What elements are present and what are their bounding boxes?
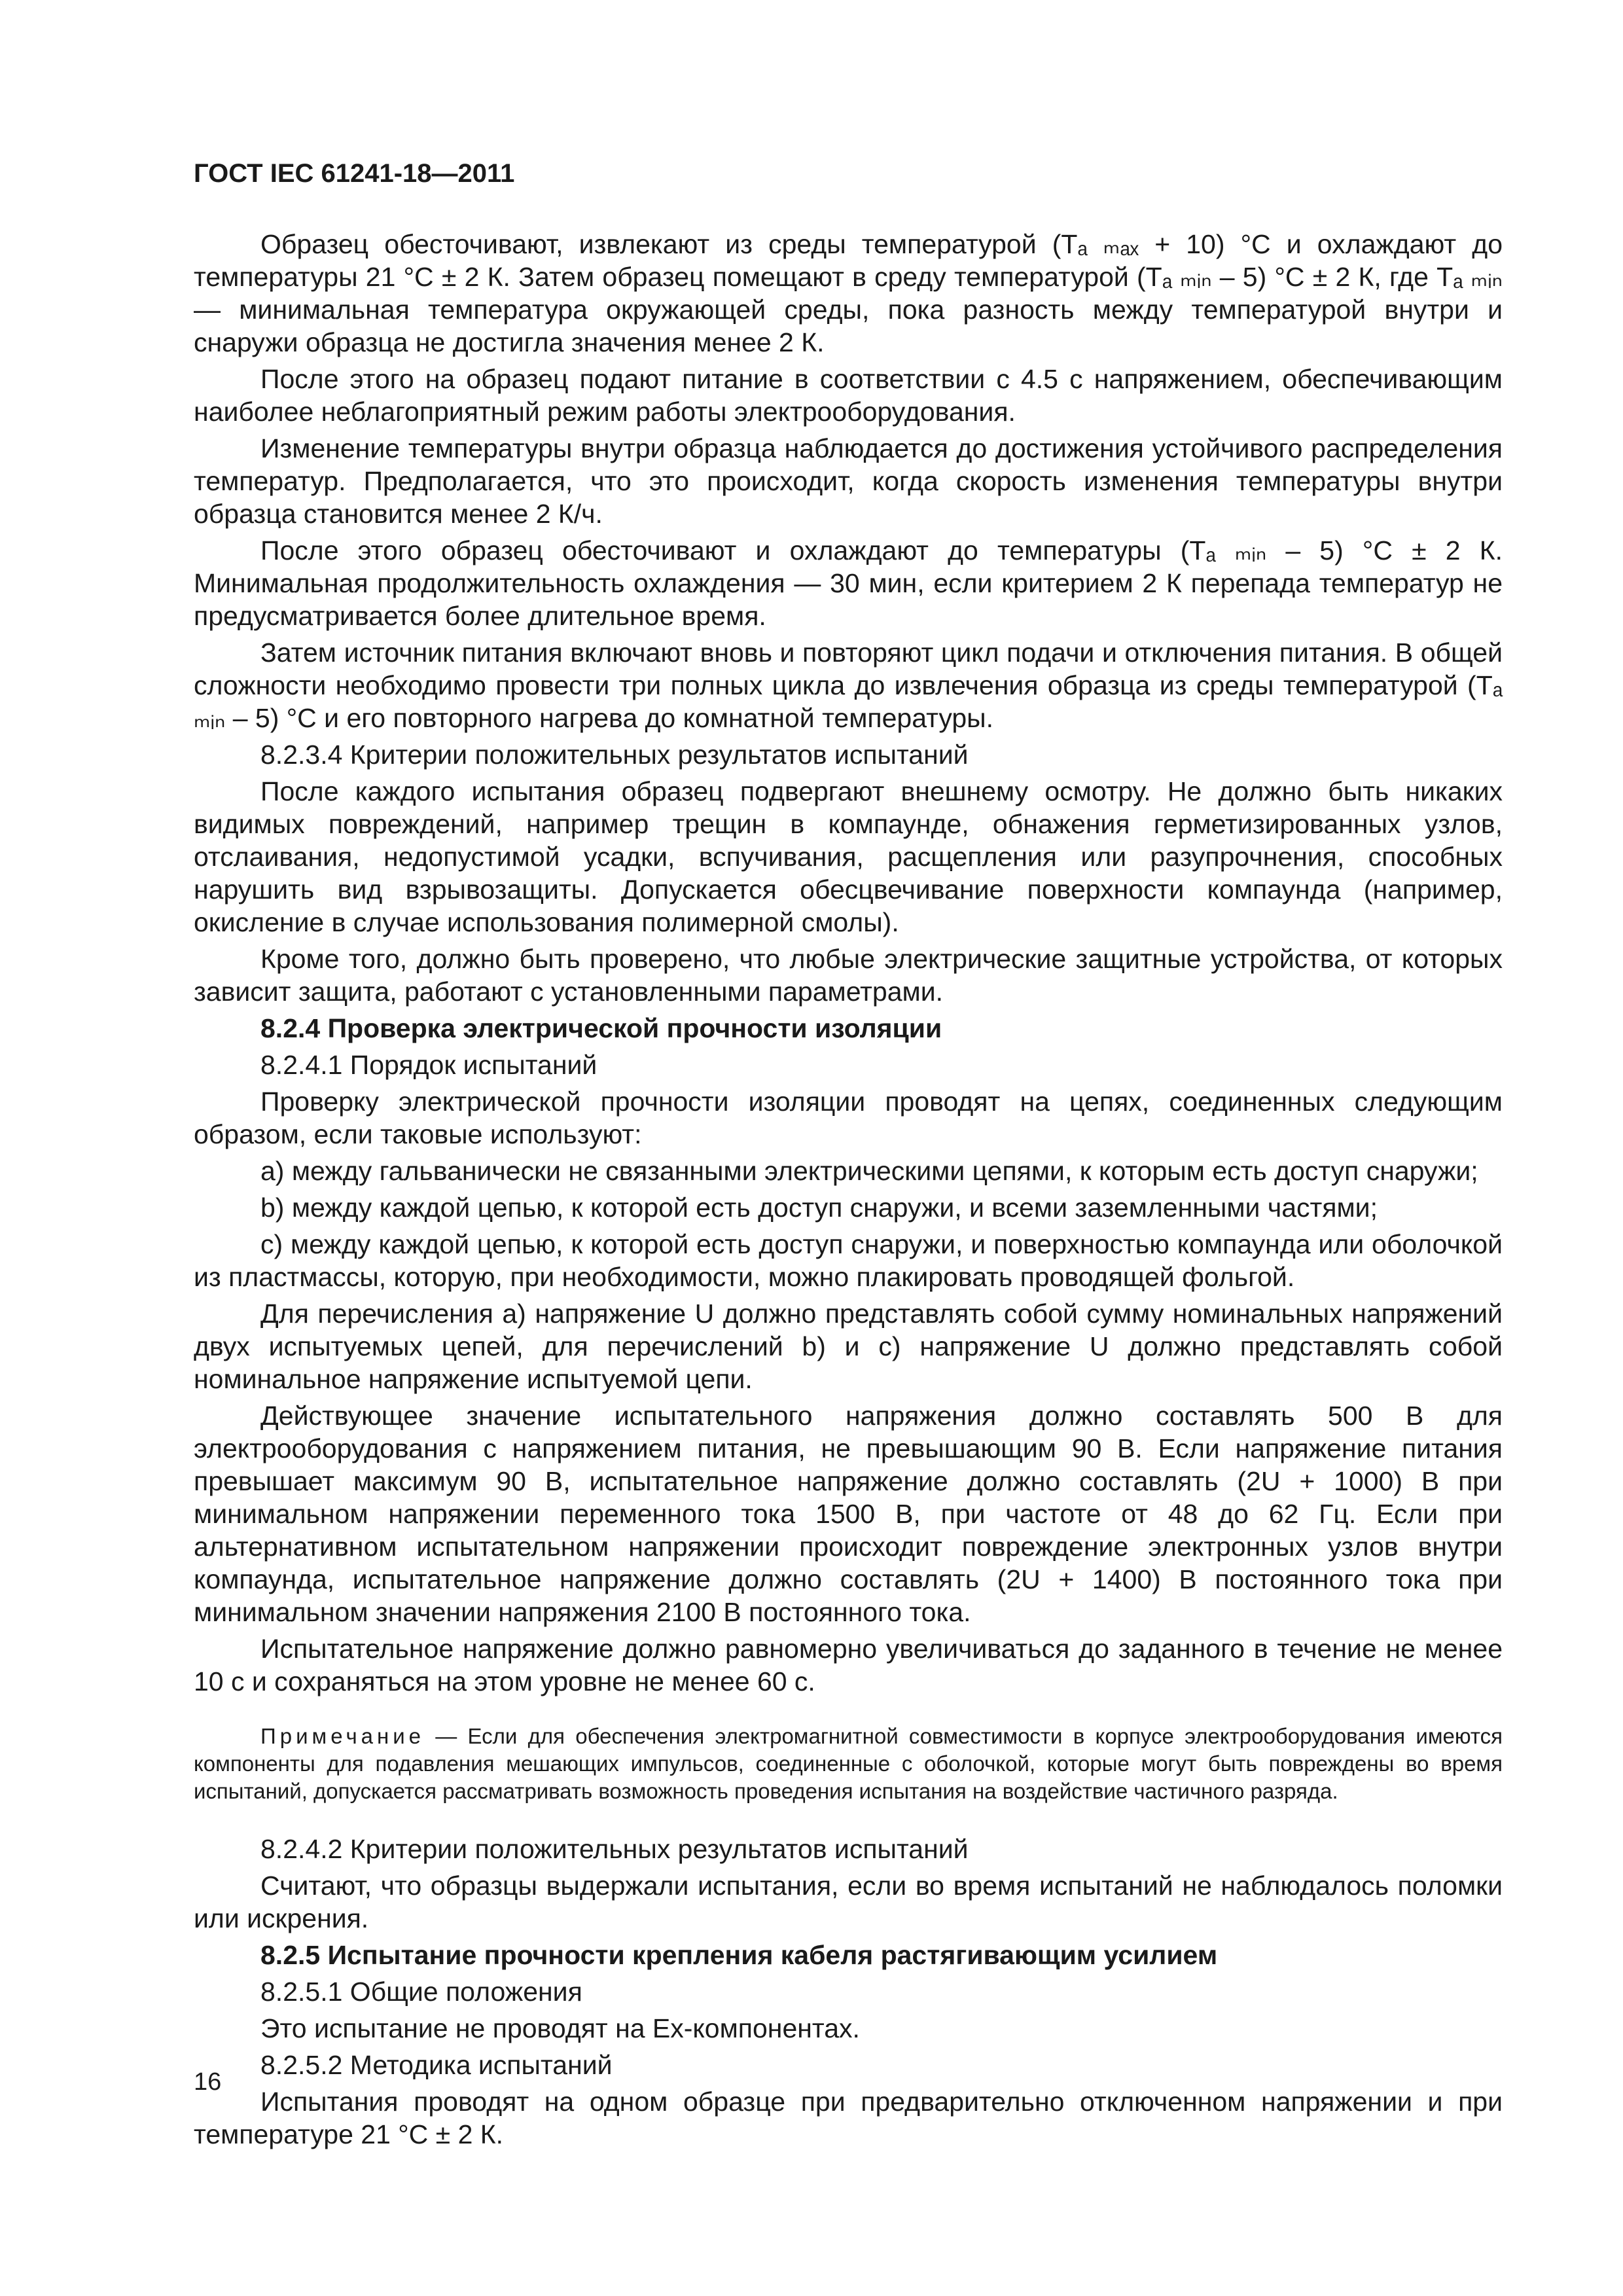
- paragraph: Образец обесточивают, извлекают из среды температурой (Tₐ ₘₐₓ + 10) °С и охлаждают до температуры 21 °С ± 2 К. Затем образец помещают в среду температурой (Tₐ ₘᵢₙ – 5) °С ± 2 К, где Tₐ ₘᵢₙ — минимальная температура окружающей среды, пока разность между температурой внутри и снаружи образца не достигла значения менее 2 К.: [194, 229, 1503, 357]
- list-item: a) между гальванически не связанными электрическими цепями, к которым есть доступ снаружи;: [260, 1156, 1478, 1186]
- list-item: c) между каждой цепью, к которой есть доступ снаружи, и поверхностью компаунда или оболочкой из пластмассы, которую, при необходимости, можно плакировать проводящей фольгой.: [194, 1229, 1503, 1292]
- paragraph: Действующее значение испытательного напряжения должно составлять 500 В для электрооборудования с напряжением питания, не превышающим 90 В. Если напряжение питания превышает максимум 90 В, испытательное напряжение должно составлять (2U + 1000) В при минимальном напряжении переменного тока 1500 В, при частоте от 48 до 62 Гц. Если при альтернативном испытательном напряжении происходит повреждение электронных узлов внутри компаунда, испытательное напряжение должно составлять (2U + 1400) В постоянного тока при минимальном значении напряжения 2100 В постоянного тока.: [194, 1401, 1503, 1627]
- paragraph: Считают, что образцы выдержали испытания, если во время испытаний не наблюдалось поломки или искрения.: [194, 1871, 1503, 1933]
- section-heading: 8.2.4.1 Порядок испытаний: [260, 1050, 597, 1080]
- section-heading: 8.2.3.4 Критерии положительных результатов испытаний: [260, 740, 969, 770]
- paragraph: Для перечисления a) напряжение U должно представлять собой сумму номинальных напряжений двух испытуемых цепей, для перечислений b) и c) напряжение U должно представлять собой номинальное напряжение испытуемой цепи.: [194, 1299, 1503, 1394]
- note-text: — Если для обеспечения электромагнитной совместимости в корпусе электрооборудования имеются компоненты для подавления мешающих импульсов, соединенные с оболочкой, которые могут быть повреждены во время испытаний, допускается рассматривать возможность проведения испытания на воздействие частичного разряда.: [194, 1724, 1503, 1803]
- section-heading-bold: 8.2.5 Испытание прочности крепления кабеля растягивающим усилием: [260, 1940, 1218, 1970]
- note-label: Примечание: [260, 1724, 425, 1748]
- paragraph: Изменение температуры внутри образца наблюдается до достижения устойчивого распределения температур. Предполагается, что это происходит, когда скорость изменения температуры внутри образца становится менее 2 К/ч.: [194, 433, 1503, 529]
- list-item: b) между каждой цепью, к которой есть доступ снаружи, и всеми заземленными частями;: [260, 1193, 1378, 1223]
- paragraph: Это испытание не проводят на Ex-компонентах.: [260, 2013, 860, 2043]
- section-heading: 8.2.4.2 Критерии положительных результатов испытаний: [260, 1834, 969, 1864]
- section-heading-bold: 8.2.4 Проверка электрической прочности изоляции: [260, 1013, 942, 1043]
- paragraph: Затем источник питания включают вновь и повторяют цикл подачи и отключения питания. В общей сложности необходимо провести три полных цикла до извлечения образца из среды температурой (Tₐ ₘᵢₙ – 5) °С и его повторного нагрева до комнатной температуры.: [194, 637, 1503, 733]
- section-heading: 8.2.5.1 Общие положения: [260, 1977, 582, 2007]
- paragraph: Испытания проводят на одном образце при предварительно отключенном напряжении и при температуре 21 °С ± 2 К.: [194, 2087, 1503, 2149]
- paragraph: После этого на образец подают питание в соответствии с 4.5 с напряжением, обеспечивающим наиболее неблагоприятный режим работы электрооборудования.: [194, 364, 1503, 427]
- section-heading: 8.2.5.2 Методика испытаний: [260, 2050, 613, 2080]
- paragraph: После каждого испытания образец подвергают внешнему осмотру. Не должно быть никаких видимых повреждений, например трещин в компаунде, обнажения герметизированных узлов, отслаивания, недопустимой усадки, вспучивания, расщепления или разупрочнения, способных нарушить вид взрывозащиты. Допускается обесцвечивание поверхности компаунда (например, окисление в случае использования полимерной смолы).: [194, 776, 1503, 937]
- paragraph: Проверку электрической прочности изоляции проводят на цепях, соединенных следующим образом, если таковые используют:: [194, 1086, 1503, 1149]
- document-header: ГОСТ IEC 61241-18—2011: [194, 159, 515, 188]
- page-body: [194, 228, 1503, 2155]
- note: [194, 1723, 1503, 1805]
- paragraph: Испытательное напряжение должно равномерно увеличиваться до заданного в течение не менее 10 с и сохраняться на этом уровне не менее 60 с.: [194, 1634, 1503, 1696]
- page-number: 16: [194, 2068, 222, 2096]
- paragraph: Кроме того, должно быть проверено, что любые электрические защитные устройства, от которых зависит защита, работают с установленными параметрами.: [194, 944, 1503, 1007]
- paragraph: После этого образец обесточивают и охлаждают до температуры (Tₐ ₘᵢₙ – 5) °С ± 2 К. Минимальная продолжительность охлаждения — 30 мин, если критерием 2 К перепада температур не предусматривается более длительное время.: [194, 535, 1503, 631]
